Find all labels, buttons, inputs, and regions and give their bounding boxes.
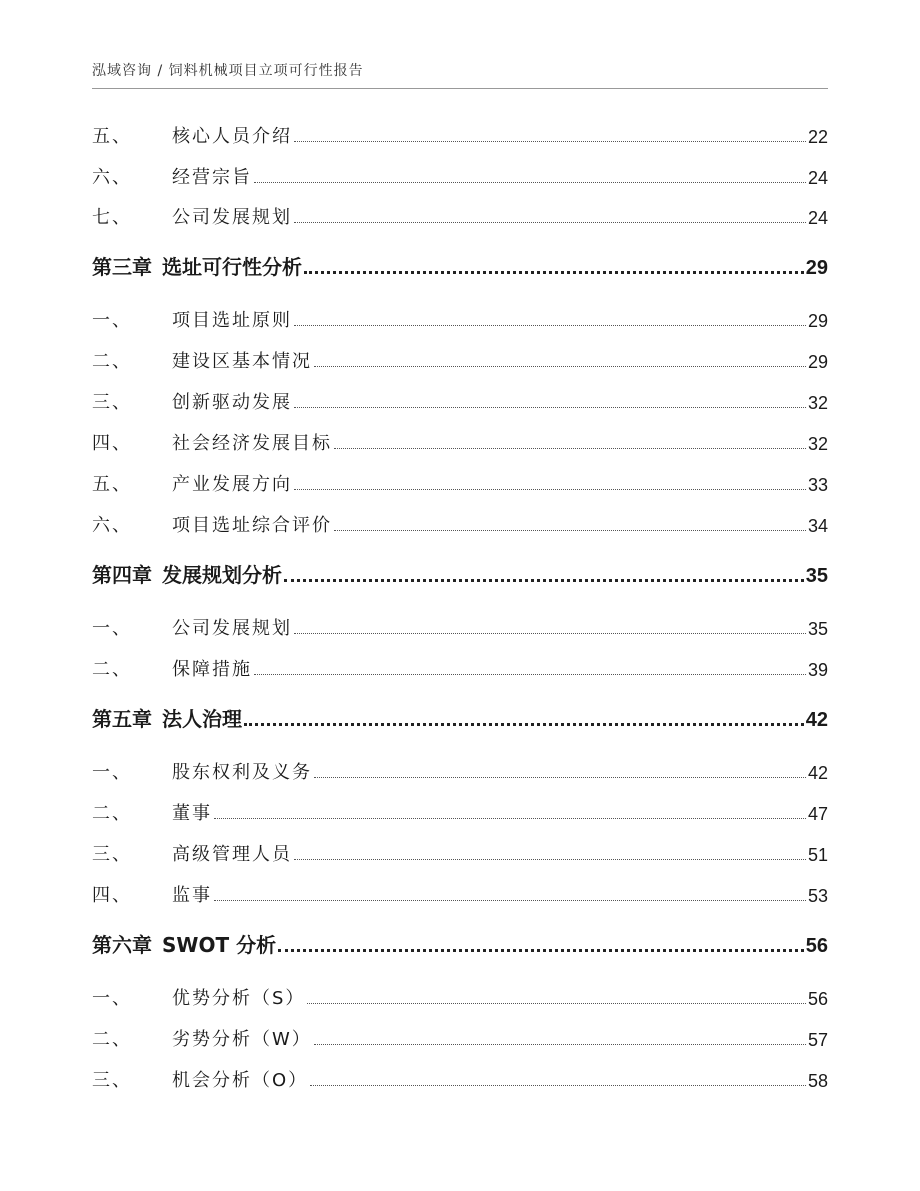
toc-entry-title: 产业发展方向 bbox=[172, 474, 292, 495]
toc-entry-title: 优势分析（S） bbox=[172, 988, 306, 1009]
toc-entry-page: 33 bbox=[807, 475, 828, 495]
toc-entry-number: 四、 bbox=[92, 885, 132, 906]
toc-chapter-entry[interactable] bbox=[92, 560, 828, 588]
toc-entry[interactable] bbox=[92, 653, 828, 681]
toc-entry-number: 四、 bbox=[92, 433, 132, 454]
toc-entry-page: 29 bbox=[807, 311, 828, 331]
toc-chapter-page: 56 bbox=[805, 935, 828, 957]
toc-entry-title: 股东权利及义务 bbox=[172, 762, 312, 783]
toc-entry-page: 42 bbox=[807, 763, 828, 783]
running-header: 泓域咨询 / 饲料机械项目立项可行性报告 bbox=[92, 63, 364, 79]
toc-entry-number: 六、 bbox=[92, 515, 132, 536]
toc-dot-leader bbox=[314, 366, 806, 367]
toc-entry-number: 一、 bbox=[92, 310, 132, 331]
toc-entry-page: 39 bbox=[807, 660, 828, 680]
toc-chapter-page: 29 bbox=[805, 257, 828, 279]
toc-entry-title: 核心人员介绍 bbox=[172, 126, 292, 147]
toc-entry-page: 47 bbox=[807, 804, 828, 824]
toc-chapter-title: 法人治理 bbox=[162, 707, 242, 731]
toc-entry-number: 一、 bbox=[92, 988, 132, 1009]
toc-entry-title: 社会经济发展目标 bbox=[172, 433, 332, 454]
toc-entry-page: 22 bbox=[807, 127, 828, 147]
toc-dot-leader bbox=[278, 949, 804, 952]
toc-chapter-title: 选址可行性分析 bbox=[162, 255, 302, 279]
toc-entry[interactable] bbox=[92, 1023, 828, 1051]
toc-dot-leader bbox=[307, 1003, 806, 1004]
toc-chapter-number: 第六章 bbox=[92, 933, 152, 957]
toc-entry[interactable] bbox=[92, 756, 828, 784]
toc-entry-number: 二、 bbox=[92, 1029, 132, 1050]
toc-entry-number: 二、 bbox=[92, 803, 132, 824]
toc-chapter-number: 第四章 bbox=[92, 563, 152, 587]
toc-entry[interactable] bbox=[92, 509, 828, 537]
toc-entry-number: 三、 bbox=[92, 392, 132, 413]
toc-entry-page: 57 bbox=[807, 1030, 828, 1050]
toc-entry[interactable] bbox=[92, 612, 828, 640]
toc-entry-title: 公司发展规划 bbox=[172, 618, 292, 639]
toc-chapter-page: 35 bbox=[805, 565, 828, 587]
toc-dot-leader bbox=[334, 530, 806, 531]
toc-entry-page: 29 bbox=[807, 352, 828, 372]
toc-dot-leader bbox=[294, 489, 806, 490]
toc-dot-leader bbox=[284, 579, 804, 582]
toc-entry-title: 机会分析（O） bbox=[172, 1070, 309, 1091]
toc-entry[interactable] bbox=[92, 386, 828, 414]
toc-entry[interactable] bbox=[92, 120, 828, 148]
toc-entry[interactable] bbox=[92, 345, 828, 373]
toc-entry[interactable] bbox=[92, 201, 828, 229]
toc-entry-page: 56 bbox=[807, 989, 828, 1009]
toc-entry-page: 51 bbox=[807, 845, 828, 865]
toc-entry-number: 二、 bbox=[92, 351, 132, 372]
toc-entry-number: 三、 bbox=[92, 1070, 132, 1091]
toc-chapter-title: SWOT 分析 bbox=[162, 933, 277, 957]
header-divider bbox=[92, 88, 828, 89]
toc-entry-number: 六、 bbox=[92, 167, 132, 188]
toc-entry-number: 五、 bbox=[92, 474, 132, 495]
toc-entry-page: 32 bbox=[807, 434, 828, 454]
toc-dot-leader bbox=[294, 407, 806, 408]
toc-entry[interactable] bbox=[92, 468, 828, 496]
toc-entry[interactable] bbox=[92, 304, 828, 332]
toc-entry-title: 项目选址综合评价 bbox=[172, 515, 332, 536]
toc-entry-number: 一、 bbox=[92, 618, 132, 639]
toc-chapter-entry[interactable] bbox=[92, 930, 828, 958]
toc-dot-leader bbox=[294, 325, 806, 326]
toc-entry-number: 五、 bbox=[92, 126, 132, 147]
toc-chapter-entry[interactable] bbox=[92, 252, 828, 280]
toc-entry-number: 一、 bbox=[92, 762, 132, 783]
toc-entry-title: 董事 bbox=[172, 803, 212, 824]
toc-dot-leader bbox=[294, 222, 806, 223]
toc-entry-page: 58 bbox=[807, 1071, 828, 1091]
toc-entry-number: 三、 bbox=[92, 844, 132, 865]
toc-dot-leader bbox=[294, 633, 806, 634]
toc-entry-title: 监事 bbox=[172, 885, 212, 906]
toc-entry-title: 公司发展规划 bbox=[172, 207, 292, 228]
toc-entry[interactable] bbox=[92, 797, 828, 825]
toc-dot-leader bbox=[314, 777, 806, 778]
toc-entry[interactable] bbox=[92, 879, 828, 907]
toc-chapter-page: 42 bbox=[805, 709, 828, 731]
toc-entry-page: 34 bbox=[807, 516, 828, 536]
toc-entry[interactable] bbox=[92, 838, 828, 866]
toc-entry[interactable] bbox=[92, 1064, 828, 1092]
toc-entry-title: 经营宗旨 bbox=[172, 167, 252, 188]
toc-entry-number: 二、 bbox=[92, 659, 132, 680]
toc-entry-title: 建设区基本情况 bbox=[172, 351, 312, 372]
toc-entry[interactable] bbox=[92, 161, 828, 189]
toc-entry-page: 24 bbox=[807, 208, 828, 228]
toc-chapter-entry[interactable] bbox=[92, 704, 828, 732]
toc-entry-title: 创新驱动发展 bbox=[172, 392, 292, 413]
toc-dot-leader bbox=[314, 1044, 806, 1045]
toc-entry-title: 劣势分析（W） bbox=[172, 1029, 312, 1050]
toc-dot-leader bbox=[254, 674, 806, 675]
toc-entry-number: 七、 bbox=[92, 207, 132, 228]
toc-entry[interactable] bbox=[92, 427, 828, 455]
toc-dot-leader bbox=[310, 1085, 806, 1086]
toc-entry[interactable] bbox=[92, 982, 828, 1010]
toc-chapter-title: 发展规划分析 bbox=[162, 563, 282, 587]
toc-dot-leader bbox=[214, 818, 806, 819]
toc-chapter-number: 第五章 bbox=[92, 707, 152, 731]
toc-entry-title: 保障措施 bbox=[172, 659, 252, 680]
toc-entry-title: 项目选址原则 bbox=[172, 310, 292, 331]
toc-entry-page: 32 bbox=[807, 393, 828, 413]
toc-entry-page: 24 bbox=[807, 168, 828, 188]
toc-entry-title: 高级管理人员 bbox=[172, 844, 292, 865]
toc-entry-page: 35 bbox=[807, 619, 828, 639]
toc-dot-leader bbox=[254, 182, 806, 183]
toc-dot-leader bbox=[244, 723, 804, 726]
toc-entry-page: 53 bbox=[807, 886, 828, 906]
toc-chapter-number: 第三章 bbox=[92, 255, 152, 279]
toc-dot-leader bbox=[214, 900, 806, 901]
toc-dot-leader bbox=[334, 448, 806, 449]
toc-dot-leader bbox=[294, 141, 806, 142]
toc-dot-leader bbox=[294, 859, 806, 860]
toc-dot-leader bbox=[304, 271, 804, 274]
